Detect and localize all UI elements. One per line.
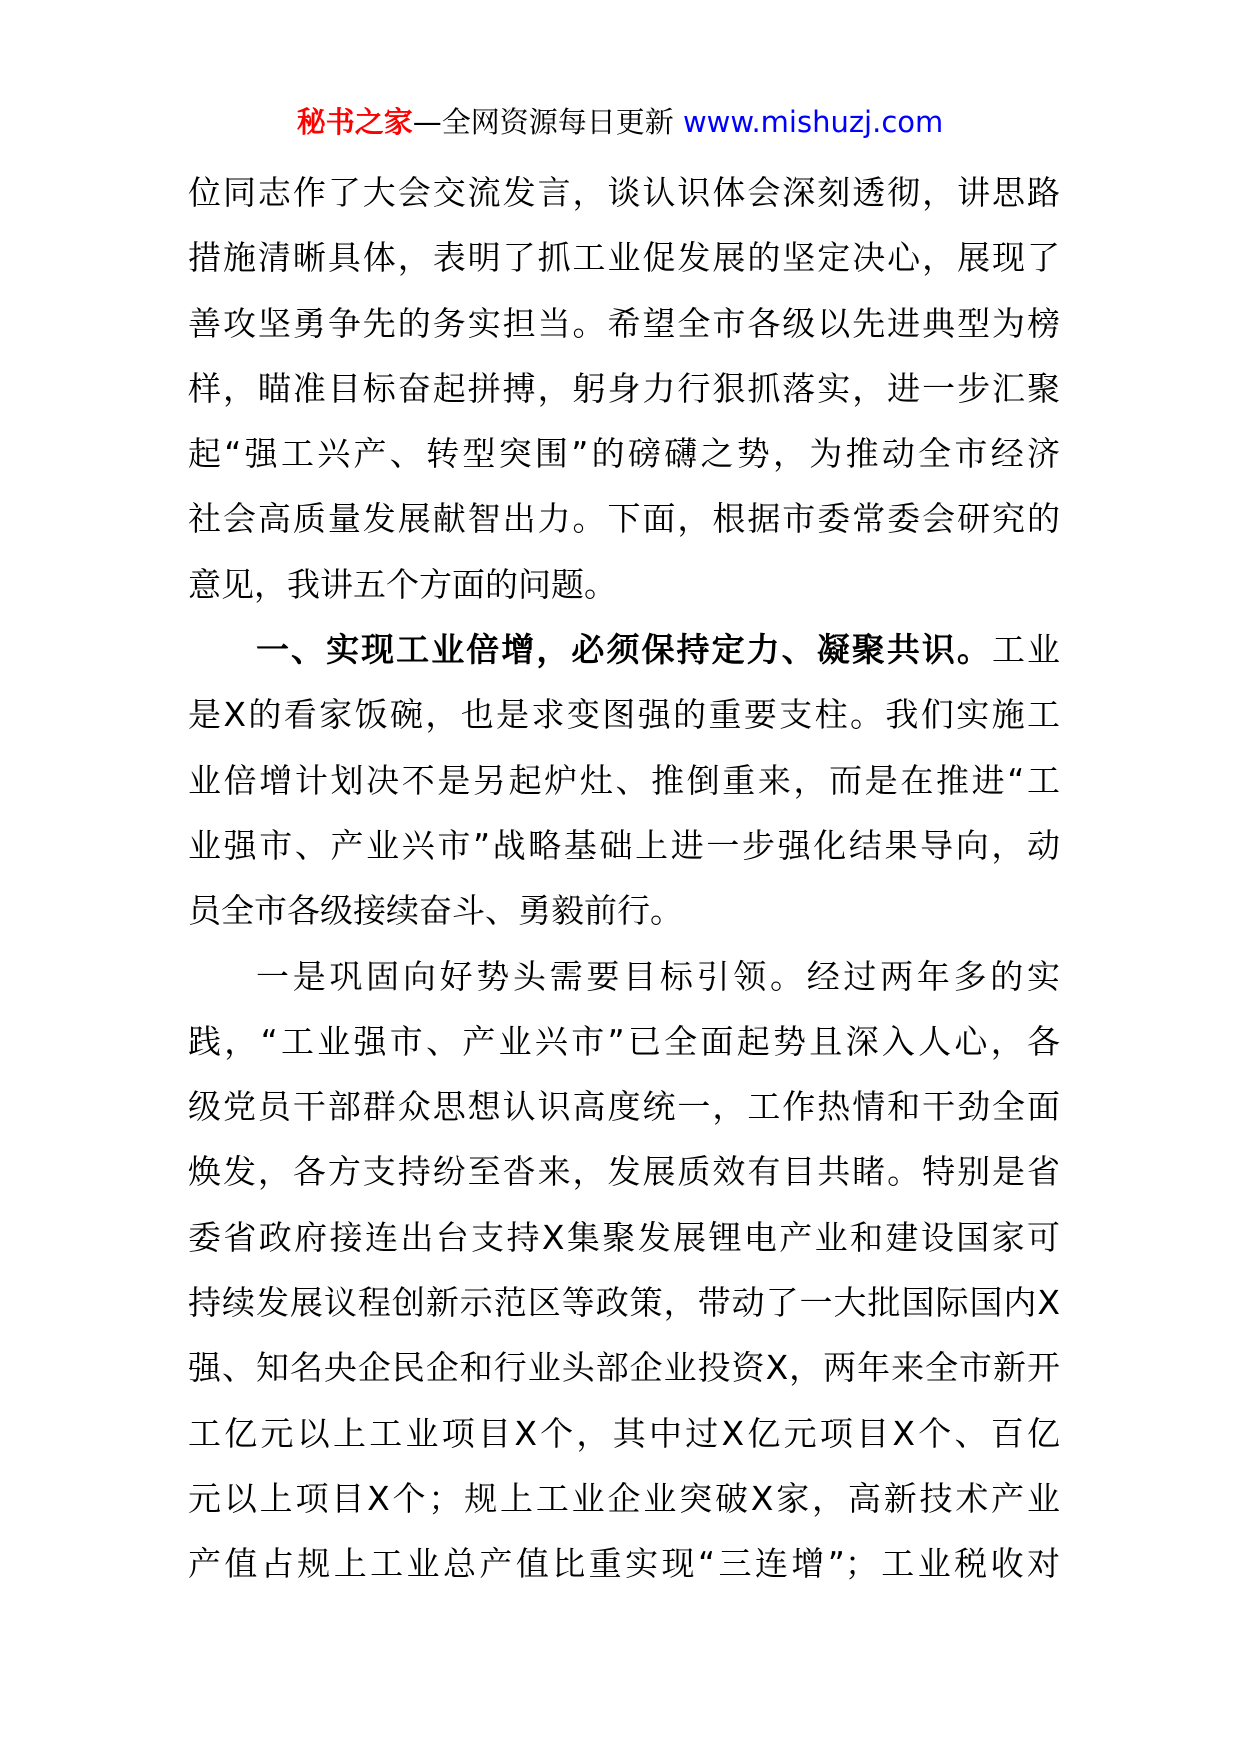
paragraph-line: 社会高质量发展献智出力。下面，根据市委常委会研究的 bbox=[188, 499, 1060, 539]
paragraph-line: 业倍增计划决不是另起炉灶、推倒重来，而是在推进“工 bbox=[188, 760, 1060, 800]
paragraph-first-line: 一是巩固向好势头需要目标引领。经过两年多的实 bbox=[256, 956, 1060, 996]
section-heading: 一、实现工业倍增，必须保持定力、凝聚共识。 bbox=[256, 630, 992, 670]
paragraph-line: 元以上项目X个；规上工业企业突破X家，高新技术产业 bbox=[188, 1478, 1060, 1518]
paragraph-line: 员全市各级接续奋斗、勇毅前行。 bbox=[188, 891, 683, 931]
paragraph-line: 样，瞄准目标奋起拼搏，躬身力行狠抓落实，进一步汇聚 bbox=[188, 368, 1060, 408]
paragraph-line: 焕发，各方支持纷至沓来，发展质效有目共睹。特别是省 bbox=[188, 1152, 1060, 1192]
paragraph-line: 强、知名央企民企和行业头部企业投资X，两年来全市新开 bbox=[188, 1348, 1060, 1388]
paragraph-line: 持续发展议程创新示范区等政策，带动了一大批国际国内X bbox=[188, 1283, 1060, 1323]
paragraph-line: 业强市、产业兴市”战略基础上进一步强化结果导向，动 bbox=[188, 825, 1060, 865]
paragraph-line: 位同志作了大会交流发言，谈认识体会深刻透彻，讲思路 bbox=[188, 173, 1060, 212]
site-slogan: —全网资源每日更新 bbox=[412, 105, 683, 139]
paragraph-line: 起“强工兴产、转型突围”的磅礴之势，为推动全市经济 bbox=[188, 434, 1060, 474]
document-body bbox=[188, 160, 1060, 1597]
section-heading-line bbox=[188, 617, 1060, 682]
paragraph-line: 工亿元以上工业项目X个，其中过X亿元项目X个、百亿 bbox=[188, 1413, 1060, 1453]
site-url-link[interactable]: www.mishuzj.com bbox=[682, 105, 944, 139]
paragraph-line: 是X的看家饭碗，也是求变图强的重要支柱。我们实施工 bbox=[188, 695, 1060, 735]
paragraph-line: 践，“工业强市、产业兴市”已全面起势且深入人心，各 bbox=[188, 1021, 1060, 1061]
paragraph-line: 级党员干部群众思想认识高度统一，工作热情和干劲全面 bbox=[188, 1087, 1060, 1127]
paragraph-line: 善攻坚勇争先的务实担当。希望全市各级以先进典型为榜 bbox=[188, 303, 1060, 343]
paragraph-line: 意见，我讲五个方面的问题。 bbox=[188, 564, 617, 604]
site-header bbox=[0, 102, 1240, 142]
site-brand: 秘书之家 bbox=[296, 105, 413, 139]
paragraph-line: 产值占规上工业总产值比重实现“三连增”；工业税收对 bbox=[188, 1544, 1060, 1584]
section-lead-text: 工业 bbox=[991, 630, 1060, 670]
paragraph-line: 委省政府接连出台支持X集聚发展锂电产业和建设国家可 bbox=[188, 1217, 1060, 1257]
paragraph-line: 措施清晰具体，表明了抓工业促发展的坚定决心，展现了 bbox=[188, 238, 1060, 278]
